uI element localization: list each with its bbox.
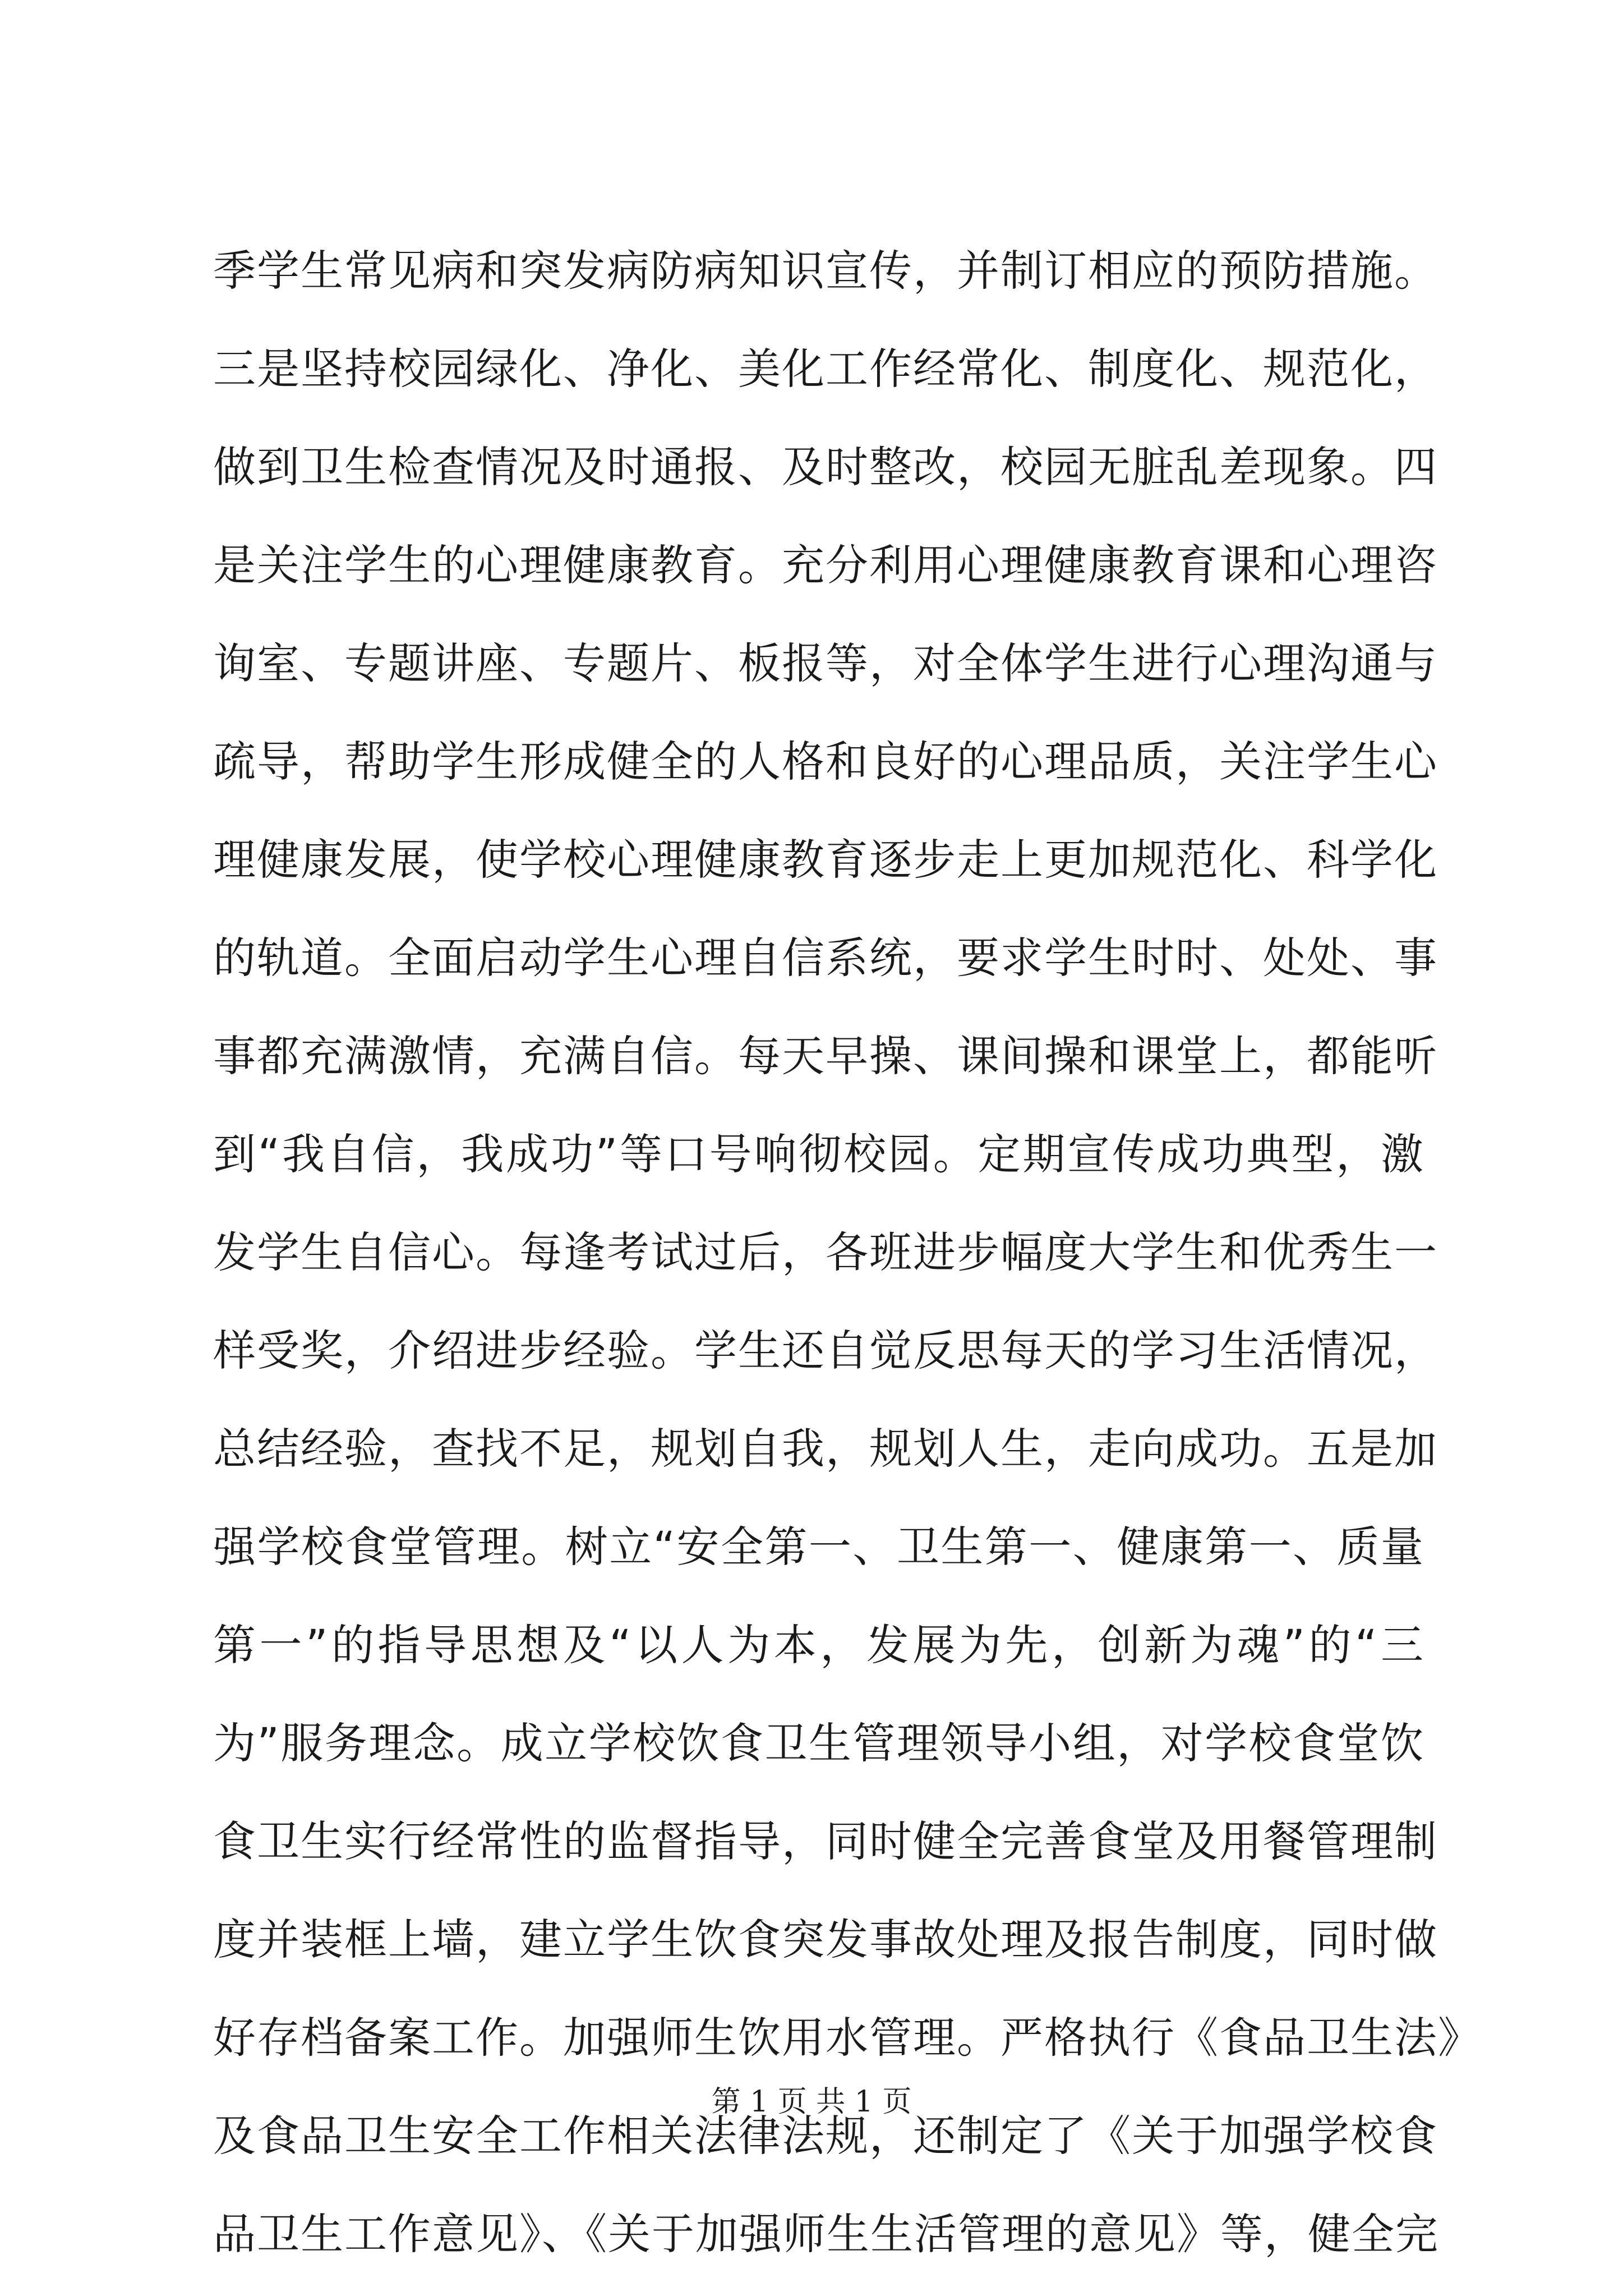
- text-line: 样受奖，介绍进步经验。学生还自觉反思每天的学习生活情况，: [213, 1326, 1438, 1375]
- text-line: 是关注学生的心理健康教育。充分利用心理健康教育课和心理咨: [213, 540, 1438, 590]
- text-line: 的轨道。全面启动学生心理自信系统，要求学生时时、处处、事: [213, 933, 1438, 983]
- text-line: 疏导，帮助学生形成健全的人格和良好的心理品质，关注学生心: [213, 737, 1438, 786]
- text-line: 理健康发展，使学校心理健康教育逐步走上更加规范化、科学化: [213, 835, 1438, 885]
- text-line: 季学生常见病和突发病防病知识宣传，并制订相应的预防措施。: [213, 246, 1438, 296]
- text-line: 为”服务理念。成立学校饮食卫生管理领导小组，对学校食堂饮: [213, 1718, 1424, 1768]
- text-line: 品卫生工作意见》、《关于加强师生生活管理的意见》等，健全完: [213, 2209, 1439, 2259]
- text-line: 度并装框上墙，建立学生饮食突发事故处理及报告制度，同时做: [213, 1915, 1438, 1964]
- text-line: 食卫生实行经常性的监督指导，同时健全完善食堂及用餐管理制: [213, 1816, 1438, 1866]
- text-line: 总结经验，查找不足，规划自我，规划人生，走向成功。五是加: [213, 1424, 1438, 1474]
- text-line: 及食品卫生安全工作相关法律法规，还制定了《关于加强学校食: [213, 2111, 1438, 2161]
- page-footer: 第 1 页 共 1 页: [711, 2085, 912, 2119]
- text-line: 第一”的指导思想及“以人为本，发展为先，创新为魂”的“三: [213, 1620, 1424, 1670]
- text-line: 到“我自信，我成功”等口号响彻校园。定期宣传成功典型，激: [213, 1129, 1424, 1179]
- text-line: 发学生自信心。每逢考试过后，各班进步幅度大学生和优秀生一: [213, 1227, 1438, 1277]
- text-line: 询室、专题讲座、专题片、板报等，对全体学生进行心理沟通与: [213, 638, 1438, 688]
- text-line: 好存档备案工作。加强师生饮用水管理。严格执行《食品卫生法》: [213, 2013, 1482, 2063]
- text-line: 强学校食堂管理。树立“安全第一、卫生第一、健康第一、质量: [213, 1522, 1424, 1572]
- body-paragraph: [213, 222, 1482, 2283]
- text-line: 事都充满激情，充满自信。每天早操、课间操和课堂上，都能听: [213, 1031, 1438, 1081]
- text-line: 三是坚持校园绿化、净化、美化工作经常化、制度化、规范化，: [213, 344, 1438, 394]
- text-line: 做到卫生检查情况及时通报、及时整改，校园无脏乱差现象。四: [213, 442, 1438, 492]
